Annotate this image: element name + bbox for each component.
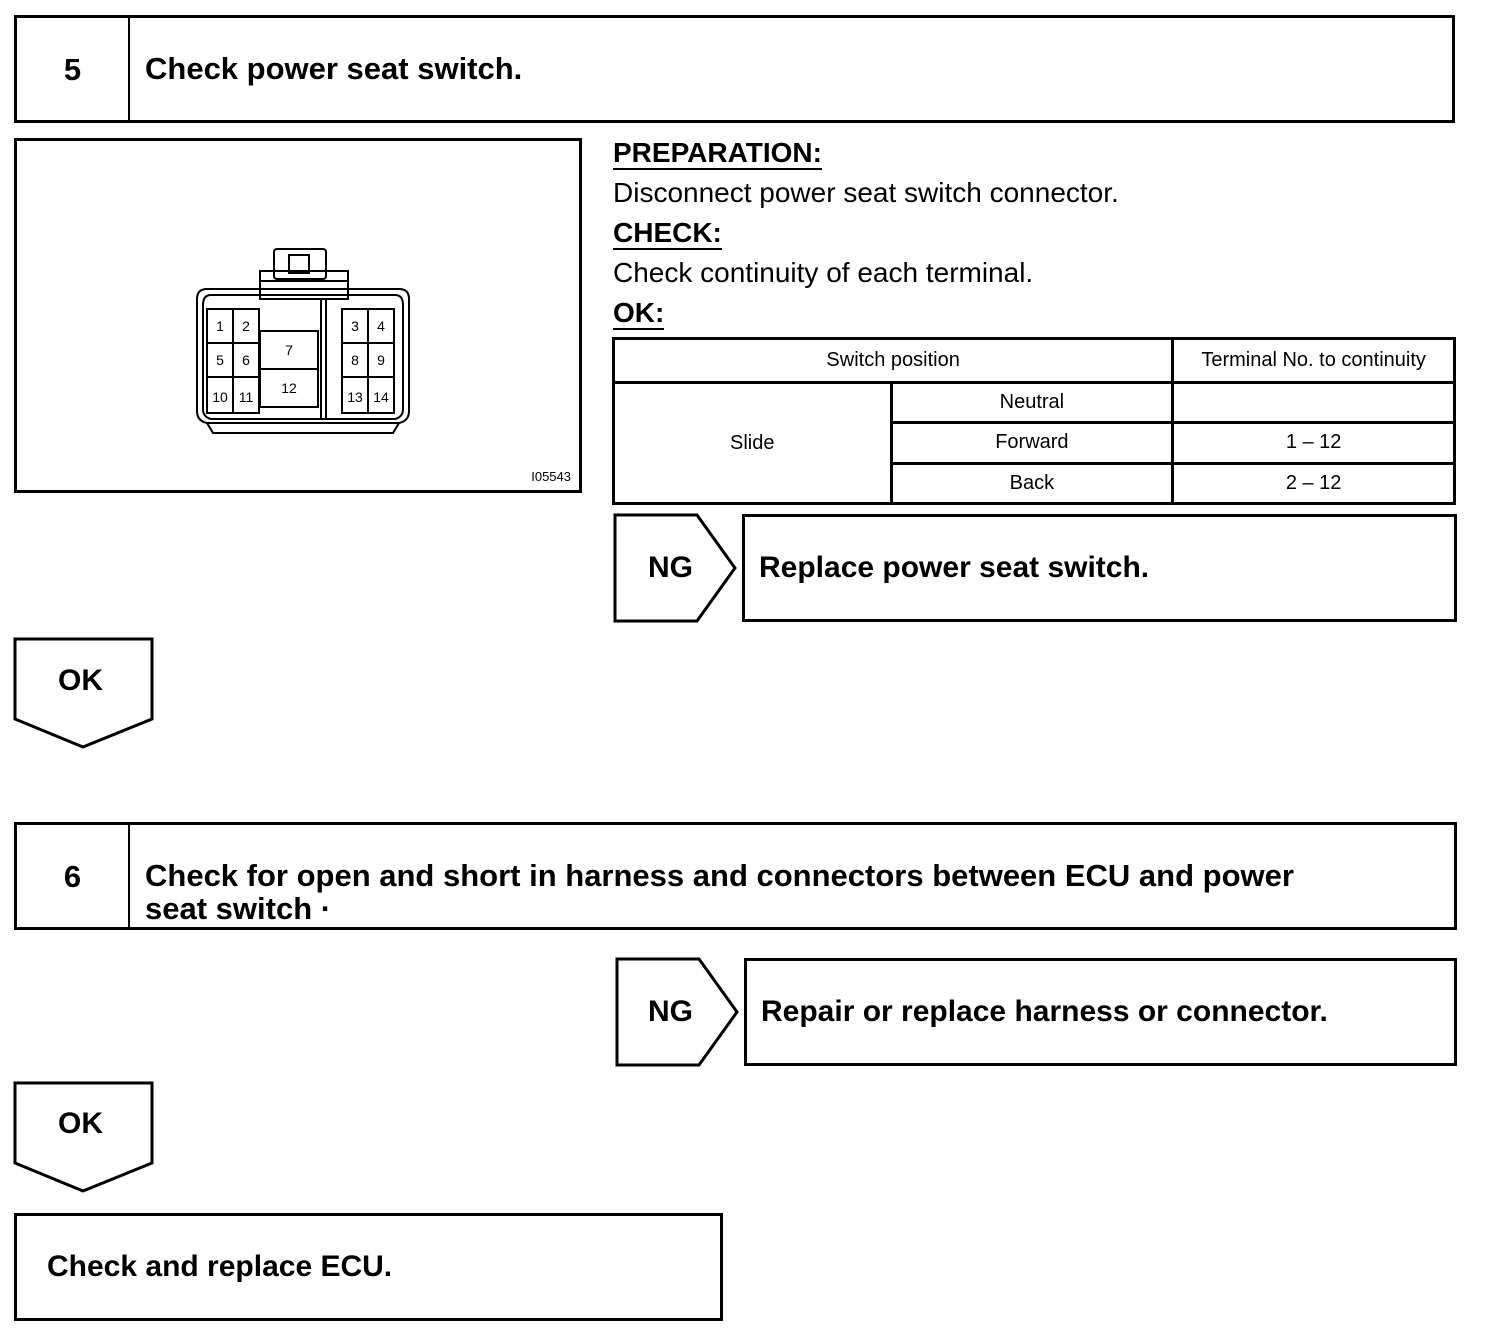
ng-label: NG [648, 551, 693, 584]
terminal-10: 10 [212, 389, 228, 405]
step-title [145, 859, 1444, 925]
step-title-line1: Check for open and short in harness and connectors between ECU and power [145, 858, 1294, 893]
terminal-4: 4 [377, 318, 385, 334]
check-heading: CHECK: [613, 217, 722, 248]
cell-terminals [1173, 383, 1455, 423]
terminal-8: 8 [351, 352, 359, 368]
terminal-9: 9 [377, 352, 385, 368]
step-title-line2: seat switch · [145, 891, 332, 926]
ok-label: OK [58, 1107, 103, 1140]
continuity-table [612, 337, 1456, 505]
header-terminal-continuity: Terminal No. to continuity [1173, 339, 1455, 383]
cell-terminals: 1 – 12 [1173, 423, 1455, 463]
header-switch-position: Switch position [614, 339, 1173, 383]
figure-id: I05543 [531, 469, 571, 484]
preparation-heading: PREPARATION: [613, 137, 822, 168]
preparation-text: Disconnect power seat switch connector. [613, 177, 1119, 208]
cell-terminals: 2 – 12 [1173, 463, 1455, 503]
ok-label: OK [58, 664, 103, 697]
check-text: Check continuity of each terminal. [613, 257, 1034, 288]
terminal-13: 13 [347, 389, 363, 405]
cell-position: Neutral [891, 383, 1173, 423]
cell-slide: Slide [614, 383, 892, 504]
terminal-11: 11 [238, 389, 254, 405]
ng-action-step6: Repair or replace harness or connector. [744, 958, 1457, 1066]
ng-action-step5: Replace power seat switch. [742, 514, 1457, 622]
step-6-header [14, 822, 1457, 930]
terminal-14: 14 [373, 389, 389, 405]
step-5-header [14, 15, 1455, 123]
terminal-12: 12 [281, 380, 297, 396]
cell-position: Back [891, 463, 1173, 503]
connector-figure [14, 138, 582, 493]
connector-diagram [17, 141, 579, 490]
terminal-6: 6 [242, 352, 250, 368]
terminal-2: 2 [242, 318, 250, 334]
terminal-7: 7 [285, 342, 293, 358]
ok-heading: OK: [613, 297, 665, 328]
terminal-5: 5 [216, 352, 224, 368]
ng-label: NG [648, 995, 693, 1028]
step-title: Check power seat switch. [145, 51, 523, 86]
final-action: Check and replace ECU. [14, 1213, 723, 1321]
terminal-3: 3 [351, 318, 359, 334]
terminal-1: 1 [216, 318, 224, 334]
step-number: 5 [17, 18, 130, 120]
step-number: 6 [17, 825, 130, 927]
instructions [613, 133, 1473, 333]
cell-position: Forward [891, 423, 1173, 463]
